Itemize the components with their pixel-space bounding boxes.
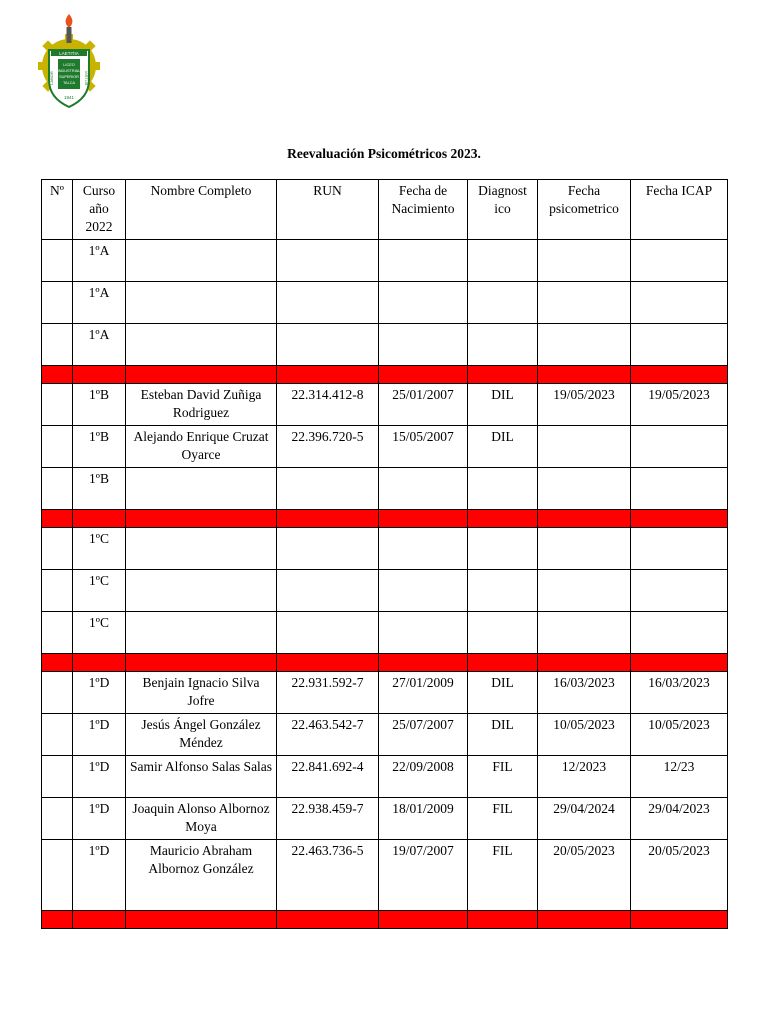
separator-cell bbox=[126, 911, 277, 929]
cell-run: 22.938.459-7 bbox=[277, 798, 379, 840]
cell-curso: 1ºB bbox=[73, 468, 126, 510]
cell-icap bbox=[631, 240, 728, 282]
cell-psicometrico: 19/05/2023 bbox=[538, 384, 631, 426]
torch-icon bbox=[66, 14, 73, 43]
cell-nombre: Alejando Enrique Cruzat Oyarce bbox=[126, 426, 277, 468]
document-title: Reevaluación Psicométricos 2023. bbox=[287, 146, 481, 161]
cell-nombre bbox=[126, 528, 277, 570]
separator-cell bbox=[42, 510, 73, 528]
cell-psicometrico: 12/2023 bbox=[538, 756, 631, 798]
header-curso: Curso año 2022 bbox=[73, 180, 126, 240]
cell-icap bbox=[631, 426, 728, 468]
logo-right-text: VIRTUS bbox=[84, 70, 89, 86]
header-nombre: Nombre Completo bbox=[126, 180, 277, 240]
cell-diagnostico: FIL bbox=[468, 756, 538, 798]
cell-run: 22.463.736-5 bbox=[277, 840, 379, 911]
header-run: RUN bbox=[277, 180, 379, 240]
separator-cell bbox=[468, 510, 538, 528]
cell-psicometrico: 20/05/2023 bbox=[538, 840, 631, 911]
separator-cell bbox=[631, 510, 728, 528]
table-row bbox=[42, 714, 728, 756]
header-psicometrico: Fecha psicometrico bbox=[538, 180, 631, 240]
cell-run bbox=[277, 282, 379, 324]
separator-cell bbox=[277, 911, 379, 929]
cell-run: 22.396.720-5 bbox=[277, 426, 379, 468]
table-row bbox=[42, 840, 728, 911]
separator-cell bbox=[277, 510, 379, 528]
cell-nacimiento: 19/07/2007 bbox=[379, 840, 468, 911]
cell-no bbox=[42, 240, 73, 282]
cell-nombre: Mauricio Abraham Albornoz González bbox=[126, 840, 277, 911]
cell-no bbox=[42, 798, 73, 840]
cell-curso: 1ºD bbox=[73, 798, 126, 840]
cell-nacimiento bbox=[379, 468, 468, 510]
cell-icap: 16/03/2023 bbox=[631, 672, 728, 714]
cell-no bbox=[42, 714, 73, 756]
cell-nacimiento: 25/01/2007 bbox=[379, 384, 468, 426]
cell-nacimiento: 25/07/2007 bbox=[379, 714, 468, 756]
cell-diagnostico: DIL bbox=[468, 426, 538, 468]
cell-no bbox=[42, 282, 73, 324]
logo-ribbon-text: LAETITIA bbox=[59, 51, 79, 56]
table-row bbox=[42, 756, 728, 798]
logo-line-1: LICEO bbox=[63, 63, 75, 67]
separator-cell bbox=[42, 911, 73, 929]
cell-diagnostico bbox=[468, 240, 538, 282]
separator-cell bbox=[73, 654, 126, 672]
cell-nacimiento bbox=[379, 240, 468, 282]
cell-psicometrico: 29/04/2024 bbox=[538, 798, 631, 840]
cell-nombre bbox=[126, 570, 277, 612]
cell-run bbox=[277, 528, 379, 570]
cell-curso: 1ºB bbox=[73, 426, 126, 468]
cell-diagnostico bbox=[468, 324, 538, 366]
header-nacimiento: Fecha de Nacimiento bbox=[379, 180, 468, 240]
cell-curso: 1ºC bbox=[73, 570, 126, 612]
table-row bbox=[42, 468, 728, 510]
cell-psicometrico bbox=[538, 612, 631, 654]
separator-cell bbox=[538, 510, 631, 528]
cell-icap bbox=[631, 324, 728, 366]
separator-cell bbox=[379, 654, 468, 672]
cell-psicometrico bbox=[538, 570, 631, 612]
cell-nacimiento bbox=[379, 528, 468, 570]
cell-nombre bbox=[126, 324, 277, 366]
cell-nacimiento: 22/09/2008 bbox=[379, 756, 468, 798]
header-diagnostico: Diagnost ico bbox=[468, 180, 538, 240]
cell-icap bbox=[631, 468, 728, 510]
separator-cell bbox=[468, 654, 538, 672]
cell-diagnostico bbox=[468, 282, 538, 324]
cell-icap: 20/05/2023 bbox=[631, 840, 728, 911]
cell-psicometrico bbox=[538, 240, 631, 282]
cell-curso: 1ºA bbox=[73, 324, 126, 366]
separator-cell bbox=[126, 654, 277, 672]
cell-nacimiento bbox=[379, 282, 468, 324]
cell-curso: 1ºD bbox=[73, 714, 126, 756]
cell-no bbox=[42, 384, 73, 426]
cell-nombre: Jesús Ángel González Méndez bbox=[126, 714, 277, 756]
cell-no bbox=[42, 672, 73, 714]
cell-run: 22.463.542-7 bbox=[277, 714, 379, 756]
cell-diagnostico: FIL bbox=[468, 798, 538, 840]
separator-cell bbox=[126, 510, 277, 528]
separator-cell bbox=[42, 366, 73, 384]
separator-row bbox=[42, 366, 728, 384]
cell-no bbox=[42, 840, 73, 911]
separator-cell bbox=[631, 366, 728, 384]
cell-diagnostico bbox=[468, 528, 538, 570]
cell-diagnostico: FIL bbox=[468, 840, 538, 911]
cell-curso: 1ºD bbox=[73, 756, 126, 798]
separator-cell bbox=[538, 911, 631, 929]
logo-year: 1941 bbox=[63, 95, 75, 100]
cell-icap: 10/05/2023 bbox=[631, 714, 728, 756]
separator-cell bbox=[538, 654, 631, 672]
cell-psicometrico bbox=[538, 528, 631, 570]
separator-cell bbox=[73, 510, 126, 528]
cell-curso: 1ºD bbox=[73, 672, 126, 714]
separator-cell bbox=[277, 366, 379, 384]
separator-row bbox=[42, 911, 728, 929]
logo-line-3: SUPERIOR bbox=[59, 75, 79, 79]
logo-left-text: LABOR bbox=[49, 71, 54, 85]
cell-curso: 1ºA bbox=[73, 282, 126, 324]
cell-run: 22.841.692-4 bbox=[277, 756, 379, 798]
table-row bbox=[42, 240, 728, 282]
cell-nombre: Joaquin Alonso Albornoz Moya bbox=[126, 798, 277, 840]
header-icap: Fecha ICAP bbox=[631, 180, 728, 240]
table-row bbox=[42, 672, 728, 714]
cell-diagnostico bbox=[468, 468, 538, 510]
separator-cell bbox=[631, 654, 728, 672]
cell-no bbox=[42, 528, 73, 570]
cell-nacimiento bbox=[379, 570, 468, 612]
cell-nombre: Samir Alfonso Salas Salas bbox=[126, 756, 277, 798]
table-row bbox=[42, 426, 728, 468]
evaluation-table bbox=[41, 179, 728, 929]
cell-run bbox=[277, 468, 379, 510]
cell-no bbox=[42, 468, 73, 510]
table-row bbox=[42, 612, 728, 654]
cell-no bbox=[42, 324, 73, 366]
cell-no bbox=[42, 570, 73, 612]
table-row bbox=[42, 528, 728, 570]
separator-cell bbox=[73, 911, 126, 929]
school-logo bbox=[38, 10, 100, 116]
cell-icap bbox=[631, 282, 728, 324]
separator-cell bbox=[379, 911, 468, 929]
cell-run bbox=[277, 570, 379, 612]
table-row bbox=[42, 798, 728, 840]
cell-psicometrico: 10/05/2023 bbox=[538, 714, 631, 756]
cell-nombre bbox=[126, 282, 277, 324]
cell-nombre bbox=[126, 468, 277, 510]
logo-line-2: INDUSTRIAL bbox=[57, 69, 81, 73]
cell-run bbox=[277, 612, 379, 654]
cell-diagnostico: DIL bbox=[468, 714, 538, 756]
cell-diagnostico: DIL bbox=[468, 672, 538, 714]
separator-cell bbox=[277, 654, 379, 672]
separator-cell bbox=[631, 911, 728, 929]
cell-nacimiento bbox=[379, 612, 468, 654]
cell-diagnostico: DIL bbox=[468, 384, 538, 426]
cell-diagnostico bbox=[468, 570, 538, 612]
cell-psicometrico bbox=[538, 426, 631, 468]
table-row bbox=[42, 570, 728, 612]
cell-run: 22.931.592-7 bbox=[277, 672, 379, 714]
cell-no bbox=[42, 612, 73, 654]
cell-curso: 1ºC bbox=[73, 612, 126, 654]
separator-cell bbox=[73, 366, 126, 384]
cell-nacimiento bbox=[379, 324, 468, 366]
table-header-row bbox=[42, 180, 728, 240]
cell-curso: 1ºA bbox=[73, 240, 126, 282]
cell-icap: 12/23 bbox=[631, 756, 728, 798]
separator-cell bbox=[468, 911, 538, 929]
cell-nacimiento: 18/01/2009 bbox=[379, 798, 468, 840]
table-row bbox=[42, 384, 728, 426]
cell-curso: 1ºD bbox=[73, 840, 126, 911]
logo-line-4: TALCA bbox=[63, 81, 75, 85]
cell-icap bbox=[631, 528, 728, 570]
cell-nacimiento: 15/05/2007 bbox=[379, 426, 468, 468]
cell-icap: 19/05/2023 bbox=[631, 384, 728, 426]
separator-cell bbox=[379, 366, 468, 384]
cell-nombre bbox=[126, 612, 277, 654]
cell-psicometrico bbox=[538, 282, 631, 324]
separator-cell bbox=[42, 654, 73, 672]
cell-curso: 1ºC bbox=[73, 528, 126, 570]
separator-cell bbox=[379, 510, 468, 528]
cell-nacimiento: 27/01/2009 bbox=[379, 672, 468, 714]
separator-cell bbox=[126, 366, 277, 384]
cell-nombre: Esteban David Zuñiga Rodriguez bbox=[126, 384, 277, 426]
separator-cell bbox=[538, 366, 631, 384]
cell-icap bbox=[631, 570, 728, 612]
table-row bbox=[42, 282, 728, 324]
cell-psicometrico: 16/03/2023 bbox=[538, 672, 631, 714]
cell-run bbox=[277, 324, 379, 366]
separator-row bbox=[42, 654, 728, 672]
cell-icap bbox=[631, 612, 728, 654]
cell-nombre: Benjain Ignacio Silva Jofre bbox=[126, 672, 277, 714]
cell-no bbox=[42, 426, 73, 468]
cell-run: 22.314.412-8 bbox=[277, 384, 379, 426]
table-row bbox=[42, 324, 728, 366]
header-no: Nº bbox=[42, 180, 73, 240]
separator-cell bbox=[468, 366, 538, 384]
cell-no bbox=[42, 756, 73, 798]
cell-psicometrico bbox=[538, 468, 631, 510]
separator-row bbox=[42, 510, 728, 528]
cell-nombre bbox=[126, 240, 277, 282]
cell-curso: 1ºB bbox=[73, 384, 126, 426]
cell-diagnostico bbox=[468, 612, 538, 654]
cell-icap: 29/04/2023 bbox=[631, 798, 728, 840]
cell-run bbox=[277, 240, 379, 282]
cell-psicometrico bbox=[538, 324, 631, 366]
